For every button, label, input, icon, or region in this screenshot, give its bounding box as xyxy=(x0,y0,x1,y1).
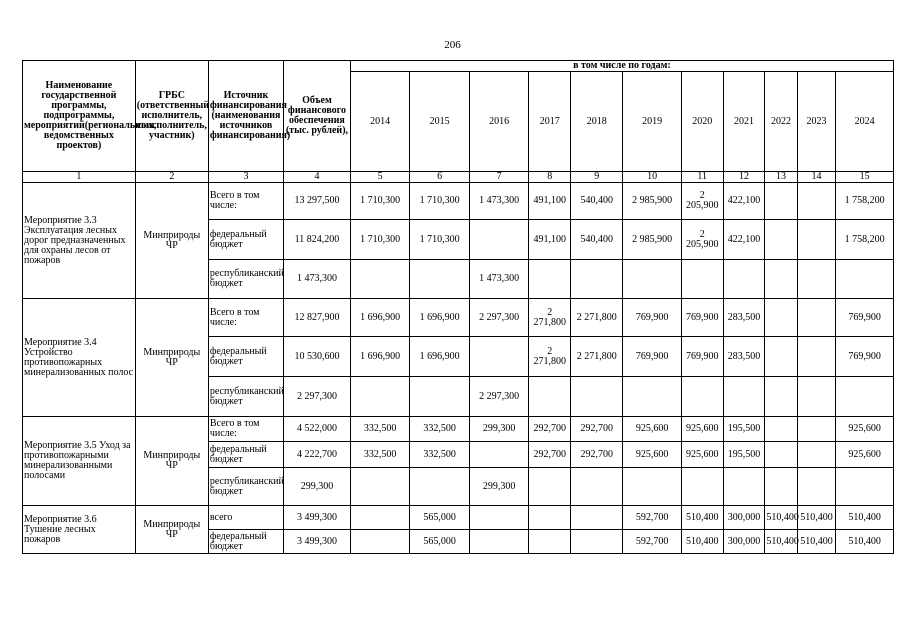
column-number: 1 xyxy=(23,172,136,183)
amount-cell: 2 271,800 xyxy=(571,337,623,377)
amount-cell: 292,700 xyxy=(571,417,623,442)
amount-cell: 283,500 xyxy=(723,299,765,337)
column-number: 5 xyxy=(350,172,410,183)
amount-cell xyxy=(836,468,894,506)
amount-cell: 510,400 xyxy=(836,506,894,530)
amount-cell xyxy=(681,468,723,506)
header-source: Источник финансирования (наименования источников финансирования) xyxy=(208,61,283,172)
year-header: 2020 xyxy=(681,72,723,172)
table-row xyxy=(23,506,894,530)
amount-cell xyxy=(469,337,529,377)
amount-cell xyxy=(529,530,571,554)
measure-grbs: Минприроды ЧР xyxy=(135,183,208,299)
amount-cell: 1 696,900 xyxy=(410,299,470,337)
funding-source: Всего в том числе: xyxy=(208,183,283,220)
amount-cell: 565,000 xyxy=(410,530,470,554)
amount-cell xyxy=(765,260,797,299)
amount-cell xyxy=(410,468,470,506)
amount-cell: 332,500 xyxy=(350,417,410,442)
table-row xyxy=(23,299,894,337)
amount-cell: 510,400 xyxy=(797,506,836,530)
amount-cell: 300,000 xyxy=(723,530,765,554)
column-number: 6 xyxy=(410,172,470,183)
amount-cell: 299,300 xyxy=(469,417,529,442)
column-number: 4 xyxy=(284,172,351,183)
table-body xyxy=(23,183,894,554)
amount-cell: 10 530,600 xyxy=(284,337,351,377)
amount-cell xyxy=(571,468,623,506)
measure-name: Мероприятие 3.4 Устройство противопожарных минерализованных полос xyxy=(23,299,136,417)
funding-source: республиканский бюджет xyxy=(208,468,283,506)
column-number: 15 xyxy=(836,172,894,183)
column-number: 13 xyxy=(765,172,797,183)
amount-cell xyxy=(797,442,836,468)
amount-cell xyxy=(469,530,529,554)
amount-cell: 292,700 xyxy=(529,417,571,442)
amount-cell: 540,400 xyxy=(571,220,623,260)
amount-cell: 925,600 xyxy=(623,417,681,442)
amount-cell xyxy=(350,506,410,530)
amount-cell xyxy=(529,260,571,299)
amount-cell: 1 473,300 xyxy=(469,260,529,299)
amount-cell xyxy=(797,377,836,417)
amount-cell xyxy=(765,337,797,377)
amount-cell: 925,600 xyxy=(836,442,894,468)
funding-source: Всего в том числе: xyxy=(208,299,283,337)
measure-grbs: Минприроды ЧР xyxy=(135,417,208,506)
column-number: 2 xyxy=(135,172,208,183)
amount-cell xyxy=(529,506,571,530)
amount-cell: 4 522,000 xyxy=(284,417,351,442)
amount-cell: 4 222,700 xyxy=(284,442,351,468)
amount-cell: 13 297,500 xyxy=(284,183,351,220)
amount-cell: 2 205,900 xyxy=(681,183,723,220)
amount-cell: 925,600 xyxy=(681,417,723,442)
amount-cell xyxy=(623,377,681,417)
amount-cell xyxy=(469,442,529,468)
funding-source: федеральный бюджет xyxy=(208,220,283,260)
funding-source: всего xyxy=(208,506,283,530)
amount-cell xyxy=(529,468,571,506)
amount-cell: 2 271,800 xyxy=(571,299,623,337)
amount-cell: 299,300 xyxy=(469,468,529,506)
header-by-years: в том числе по годам: xyxy=(350,61,893,72)
amount-cell xyxy=(571,260,623,299)
amount-cell: 769,900 xyxy=(681,337,723,377)
amount-cell: 11 824,200 xyxy=(284,220,351,260)
amount-cell: 3 499,300 xyxy=(284,530,351,554)
year-header: 2015 xyxy=(410,72,470,172)
amount-cell: 1 473,300 xyxy=(284,260,351,299)
amount-cell: 565,000 xyxy=(410,506,470,530)
amount-cell: 769,900 xyxy=(681,299,723,337)
funding-source: республиканский бюджет xyxy=(208,377,283,417)
amount-cell: 332,500 xyxy=(350,442,410,468)
amount-cell xyxy=(797,337,836,377)
amount-cell xyxy=(529,377,571,417)
column-number: 7 xyxy=(469,172,529,183)
amount-cell: 3 499,300 xyxy=(284,506,351,530)
amount-cell xyxy=(571,506,623,530)
amount-cell xyxy=(350,260,410,299)
table-row xyxy=(23,417,894,442)
amount-cell: 2 271,800 xyxy=(529,299,571,337)
amount-cell: 292,700 xyxy=(571,442,623,468)
amount-cell xyxy=(797,220,836,260)
amount-cell: 422,100 xyxy=(723,220,765,260)
amount-cell: 1 710,300 xyxy=(350,220,410,260)
amount-cell: 491,100 xyxy=(529,183,571,220)
amount-cell: 2 271,800 xyxy=(529,337,571,377)
amount-cell: 925,600 xyxy=(623,442,681,468)
amount-cell xyxy=(681,260,723,299)
amount-cell: 510,400 xyxy=(681,506,723,530)
amount-cell: 1 758,200 xyxy=(836,220,894,260)
amount-cell xyxy=(571,377,623,417)
amount-cell: 769,900 xyxy=(836,299,894,337)
amount-cell xyxy=(765,442,797,468)
year-header: 2019 xyxy=(623,72,681,172)
amount-cell xyxy=(765,417,797,442)
amount-cell xyxy=(797,183,836,220)
amount-cell: 2 297,300 xyxy=(469,299,529,337)
measure-name: Мероприятие 3.5 Уход за противопожарными минерализованными полосами xyxy=(23,417,136,506)
funding-source: федеральный бюджет xyxy=(208,530,283,554)
amount-cell: 300,000 xyxy=(723,506,765,530)
amount-cell: 540,400 xyxy=(571,183,623,220)
amount-cell xyxy=(469,506,529,530)
amount-cell: 592,700 xyxy=(623,506,681,530)
amount-cell xyxy=(797,468,836,506)
amount-cell: 925,600 xyxy=(681,442,723,468)
amount-cell: 510,400 xyxy=(765,506,797,530)
amount-cell: 299,300 xyxy=(284,468,351,506)
amount-cell xyxy=(723,468,765,506)
amount-cell: 510,400 xyxy=(836,530,894,554)
year-header: 2018 xyxy=(571,72,623,172)
amount-cell: 769,900 xyxy=(623,299,681,337)
amount-cell: 1 696,900 xyxy=(350,299,410,337)
amount-cell: 332,500 xyxy=(410,417,470,442)
amount-cell: 510,400 xyxy=(765,530,797,554)
measure-name: Мероприятие 3.3 Эксплуатация лесных дорог предназначенных для охраны лесов от пожаров xyxy=(23,183,136,299)
funding-source: федеральный бюджет xyxy=(208,337,283,377)
amount-cell xyxy=(797,260,836,299)
table-row xyxy=(23,183,894,220)
year-header: 2016 xyxy=(469,72,529,172)
header-name: Наименование государственной программы, подпрограммы, мероприятий(региональных, ведомственных проектов) xyxy=(23,61,136,172)
amount-cell: 195,500 xyxy=(723,442,765,468)
year-header: 2014 xyxy=(350,72,410,172)
amount-cell: 2 297,300 xyxy=(469,377,529,417)
amount-cell xyxy=(571,530,623,554)
year-header: 2017 xyxy=(529,72,571,172)
amount-cell xyxy=(797,299,836,337)
funding-source: Всего в том числе: xyxy=(208,417,283,442)
year-header: 2024 xyxy=(836,72,894,172)
amount-cell: 1 696,900 xyxy=(350,337,410,377)
amount-cell xyxy=(469,220,529,260)
amount-cell: 510,400 xyxy=(797,530,836,554)
column-number: 12 xyxy=(723,172,765,183)
amount-cell xyxy=(681,377,723,417)
amount-cell: 925,600 xyxy=(836,417,894,442)
amount-cell xyxy=(836,260,894,299)
amount-cell xyxy=(765,183,797,220)
measure-grbs: Минприроды ЧР xyxy=(135,299,208,417)
measure-name: Мероприятие 3.6 Тушение лесных пожаров xyxy=(23,506,136,554)
amount-cell: 1 473,300 xyxy=(469,183,529,220)
column-number: 9 xyxy=(571,172,623,183)
amount-cell: 1 758,200 xyxy=(836,183,894,220)
amount-cell xyxy=(623,468,681,506)
amount-cell: 332,500 xyxy=(410,442,470,468)
amount-cell: 1 710,300 xyxy=(350,183,410,220)
amount-cell: 1 710,300 xyxy=(410,183,470,220)
amount-cell: 195,500 xyxy=(723,417,765,442)
amount-cell xyxy=(723,377,765,417)
amount-cell xyxy=(765,220,797,260)
column-number: 14 xyxy=(797,172,836,183)
amount-cell xyxy=(797,417,836,442)
funding-source: федеральный бюджет xyxy=(208,442,283,468)
amount-cell: 2 205,900 xyxy=(681,220,723,260)
amount-cell: 769,900 xyxy=(623,337,681,377)
column-number: 10 xyxy=(623,172,681,183)
page-number: 206 xyxy=(444,39,461,51)
amount-cell xyxy=(350,377,410,417)
financing-table xyxy=(22,60,894,554)
amount-cell: 592,700 xyxy=(623,530,681,554)
amount-cell xyxy=(765,377,797,417)
amount-cell: 12 827,900 xyxy=(284,299,351,337)
amount-cell: 283,500 xyxy=(723,337,765,377)
column-number: 8 xyxy=(529,172,571,183)
amount-cell xyxy=(410,377,470,417)
amount-cell: 491,100 xyxy=(529,220,571,260)
year-header: 2022 xyxy=(765,72,797,172)
amount-cell: 1 696,900 xyxy=(410,337,470,377)
amount-cell: 2 297,300 xyxy=(284,377,351,417)
amount-cell xyxy=(723,260,765,299)
amount-cell: 292,700 xyxy=(529,442,571,468)
column-number: 3 xyxy=(208,172,283,183)
amount-cell: 769,900 xyxy=(836,337,894,377)
amount-cell xyxy=(765,468,797,506)
header-grbs: ГРБС (ответственный исполнитель, соисполнитель, участник) xyxy=(135,61,208,172)
amount-cell: 2 985,900 xyxy=(623,220,681,260)
year-header: 2021 xyxy=(723,72,765,172)
header-volume: Объем финансового обеспечения (тыс. рублей), xyxy=(284,61,351,172)
amount-cell xyxy=(350,468,410,506)
amount-cell xyxy=(410,260,470,299)
amount-cell xyxy=(350,530,410,554)
amount-cell: 422,100 xyxy=(723,183,765,220)
year-header: 2023 xyxy=(797,72,836,172)
amount-cell: 1 710,300 xyxy=(410,220,470,260)
amount-cell xyxy=(765,299,797,337)
measure-grbs: Минприроды ЧР xyxy=(135,506,208,554)
amount-cell: 510,400 xyxy=(681,530,723,554)
amount-cell: 2 985,900 xyxy=(623,183,681,220)
column-numbers-row xyxy=(23,172,894,183)
funding-source: республиканский бюджет xyxy=(208,260,283,299)
amount-cell xyxy=(836,377,894,417)
column-number: 11 xyxy=(681,172,723,183)
amount-cell xyxy=(623,260,681,299)
